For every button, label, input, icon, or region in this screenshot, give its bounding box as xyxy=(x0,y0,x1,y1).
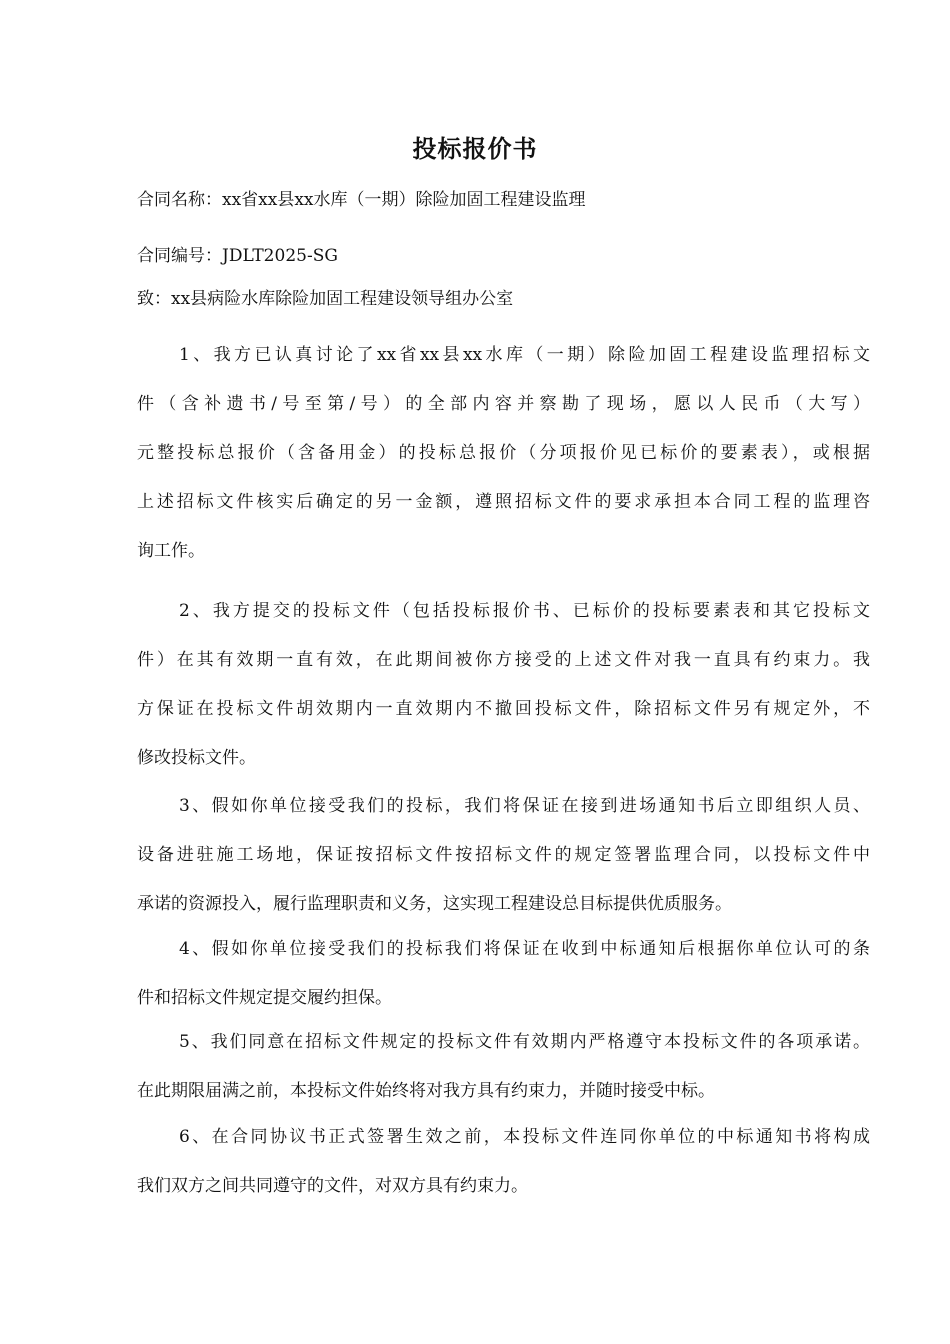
paragraph-line: 方保证在投标文件胡效期内一直效期内不撤回投标文件，除招标文件另有规定外，不 xyxy=(137,699,870,719)
contract-number-line: 合同编号：JDLT2025-SG xyxy=(137,246,338,266)
paragraph-line: 件和招标文件规定提交履约担保。 xyxy=(137,988,392,1008)
paragraph-2 xyxy=(137,587,870,783)
paragraph-5 xyxy=(137,1018,870,1116)
paragraph-1 xyxy=(137,331,870,576)
paragraph-line: 件（含补遗书/号至第/号）的全部内容并察勘了现场，愿以人民币（大写） xyxy=(137,394,870,414)
paragraph-line: 设备进驻施工场地，保证按招标文件按招标文件的规定签署监理合同，以投标文件中 xyxy=(137,845,870,865)
paragraph-line: 修改投标文件。 xyxy=(137,748,256,768)
paragraph-line: 元整投标总报价（含备用金）的投标总报价（分项报价见已标价的要素表），或根据 xyxy=(137,443,870,463)
paragraph-line: 5、我们同意在招标文件规定的投标文件有效期内严格遵守本投标文件的各项承诺。 xyxy=(179,1032,870,1052)
paragraph-line: 6、在合同协议书正式签署生效之前，本投标文件连同你单位的中标通知书将构成 xyxy=(179,1127,870,1147)
paragraph-line: 1、我方已认真讨论了xx省xx县xx水库（一期）除险加固工程建设监理招标文 xyxy=(179,345,870,365)
paragraph-line: 询工作。 xyxy=(137,541,205,561)
paragraph-6 xyxy=(137,1113,870,1211)
paragraph-line: 4、假如你单位接受我们的投标我们将保证在收到中标通知后根据你单位认可的条 xyxy=(179,939,870,959)
paragraph-3 xyxy=(137,782,870,929)
contract-name-line: 合同名称：xx省xx县xx水库（一期）除险加固工程建设监理 xyxy=(137,190,586,210)
paragraph-line: 2、我方提交的投标文件（包括投标报价书、已标价的投标要素表和其它投标文 xyxy=(179,601,870,621)
paragraph-line: 件）在其有效期一直有效，在此期间被你方接受的上述文件对我一直具有约束力。我 xyxy=(137,650,870,670)
paragraph-line: 3、假如你单位接受我们的投标，我们将保证在接到进场通知书后立即组织人员、 xyxy=(179,796,870,816)
paragraph-line: 承诺的资源投入，履行监理职责和义务，这实现工程建设总目标提供优质服务。 xyxy=(137,894,732,914)
document-title: 投标报价书 xyxy=(412,135,538,163)
paragraph-line: 在此期限届满之前，本投标文件始终将对我方具有约束力，并随时接受中标。 xyxy=(137,1081,715,1101)
addressee-line: 致：xx县病险水库除险加固工程建设领导组办公室 xyxy=(137,289,514,309)
paragraph-line: 上述招标文件核实后确定的另一金额，遵照招标文件的要求承担本合同工程的监理咨 xyxy=(137,492,870,512)
paragraph-line: 我们双方之间共同遵守的文件，对双方具有约束力。 xyxy=(137,1176,528,1196)
paragraph-4 xyxy=(137,925,870,1023)
